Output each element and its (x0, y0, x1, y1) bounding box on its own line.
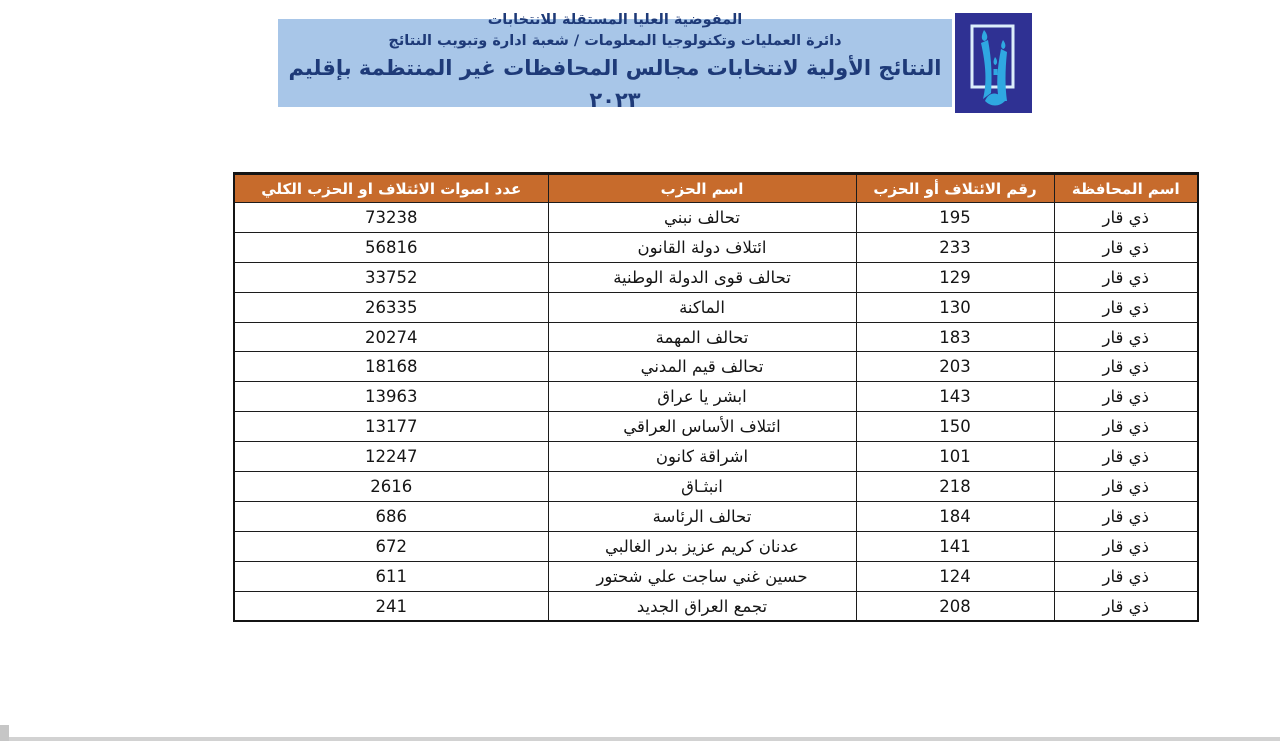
cell-number: 233 (856, 232, 1054, 262)
cell-votes: 73238 (234, 203, 548, 233)
cell-party: الماكنة (548, 292, 856, 322)
column-header-party: اسم الحزب (548, 174, 856, 203)
cell-party: تجمع العراق الجديد (548, 591, 856, 621)
cell-number: 184 (856, 501, 1054, 531)
table-row (234, 203, 1198, 233)
cell-number: 101 (856, 442, 1054, 472)
cell-votes: 18168 (234, 352, 548, 382)
cell-governorate: ذي قار (1054, 472, 1198, 502)
cell-party: تحالف قيم المدني (548, 352, 856, 382)
table-header-row (234, 174, 1198, 203)
cell-governorate: ذي قار (1054, 412, 1198, 442)
cell-governorate: ذي قار (1054, 442, 1198, 472)
cell-governorate: ذي قار (1054, 352, 1198, 382)
cell-governorate: ذي قار (1054, 262, 1198, 292)
cell-votes: 686 (234, 501, 548, 531)
cell-votes: 2616 (234, 472, 548, 502)
cell-votes: 33752 (234, 262, 548, 292)
cell-party: ائتلاف دولة القانون (548, 232, 856, 262)
cell-number: 143 (856, 382, 1054, 412)
table-row (234, 352, 1198, 382)
cell-governorate: ذي قار (1054, 531, 1198, 561)
cell-party: اشراقة كانون (548, 442, 856, 472)
cell-party: عدنان كريم عزيز بدر الغالبي (548, 531, 856, 561)
cell-number: 218 (856, 472, 1054, 502)
cell-number: 150 (856, 412, 1054, 442)
column-header-number: رقم الائتلاف أو الحزب (856, 174, 1054, 203)
cell-number: 124 (856, 561, 1054, 591)
cell-votes: 13963 (234, 382, 548, 412)
cell-votes: 672 (234, 531, 548, 561)
cell-number: 130 (856, 292, 1054, 322)
cell-governorate: ذي قار (1054, 292, 1198, 322)
table-row (234, 412, 1198, 442)
cell-party: ابشر يا عراق (548, 382, 856, 412)
table-row (234, 322, 1198, 352)
cell-governorate: ذي قار (1054, 232, 1198, 262)
cell-party: ائتلاف الأساس العراقي (548, 412, 856, 442)
cell-party: حسين غني ساجت علي شحتور (548, 561, 856, 591)
cell-number: 203 (856, 352, 1054, 382)
table-row (234, 561, 1198, 591)
document-header (278, 13, 1032, 113)
cell-votes: 26335 (234, 292, 548, 322)
cell-number: 208 (856, 591, 1054, 621)
cell-governorate: ذي قار (1054, 561, 1198, 591)
cell-votes: 241 (234, 591, 548, 621)
document-title: النتائج الأولية لانتخابات مجالس المحافظات غير المنتظمة بإقليم ٢٠٢٣ (288, 56, 942, 112)
cell-party: انبثـاق (548, 472, 856, 502)
cell-votes: 20274 (234, 322, 548, 352)
ihec-logo-icon (955, 13, 1032, 113)
cell-party: تحالف قوى الدولة الوطنية (548, 262, 856, 292)
election-results-table (233, 172, 1199, 622)
column-header-governorate: اسم المحافظة (1054, 174, 1198, 203)
table-row (234, 442, 1198, 472)
cell-number: 129 (856, 262, 1054, 292)
cell-governorate: ذي قار (1054, 382, 1198, 412)
cell-party: تحالف نبني (548, 203, 856, 233)
table-row (234, 501, 1198, 531)
table-body (234, 203, 1198, 622)
cell-governorate: ذي قار (1054, 501, 1198, 531)
cell-votes: 12247 (234, 442, 548, 472)
table-row (234, 591, 1198, 621)
cell-number: 195 (856, 203, 1054, 233)
cell-number: 141 (856, 531, 1054, 561)
cell-party: تحالف الرئاسة (548, 501, 856, 531)
cell-number: 183 (856, 322, 1054, 352)
cell-votes: 13177 (234, 412, 548, 442)
photo-corner-artifact (0, 725, 9, 741)
cell-governorate: ذي قار (1054, 591, 1198, 621)
cell-votes: 611 (234, 561, 548, 591)
cell-party: تحالف المهمة (548, 322, 856, 352)
department-name: دائرة العمليات وتكنولوجيا المعلومات / شعبة ادارة وتبويب النتائج (388, 33, 842, 49)
table-row (234, 232, 1198, 262)
table-row (234, 292, 1198, 322)
commission-name: المفوضية العليا المستقلة للانتخابات (487, 11, 743, 28)
table-row (234, 472, 1198, 502)
table-row (234, 382, 1198, 412)
table-row (234, 262, 1198, 292)
photo-bottom-edge (0, 737, 1280, 741)
cell-governorate: ذي قار (1054, 322, 1198, 352)
table-row (234, 531, 1198, 561)
cell-governorate: ذي قار (1054, 203, 1198, 233)
header-banner (278, 11, 952, 112)
column-header-votes: عدد اصوات الائتلاف او الحزب الكلي (234, 174, 548, 203)
cell-votes: 56816 (234, 232, 548, 262)
